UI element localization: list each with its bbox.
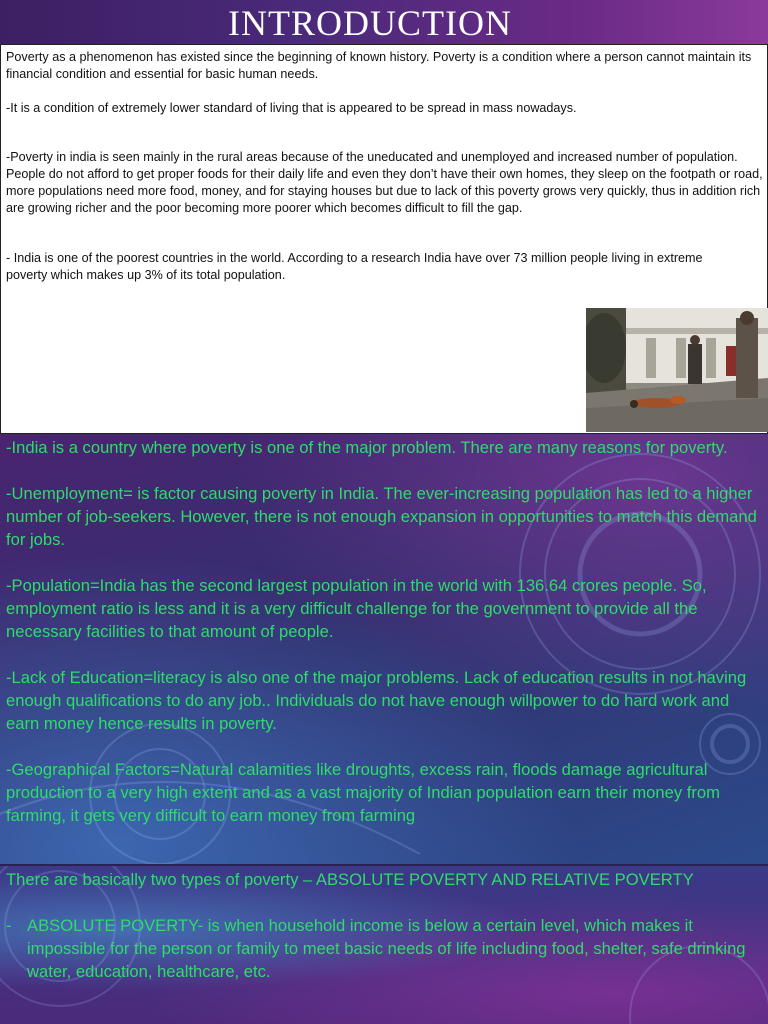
types-text-body — [6, 868, 762, 983]
street-poverty-photo — [586, 308, 768, 432]
causes-text-body — [6, 436, 764, 850]
slide-causes-of-poverty — [0, 434, 768, 864]
intro-paragraph: - India is one of the poorest countries in the world. According to a research India have over 73 million people living in extreme poverty which makes up 3% of its total population. — [6, 251, 703, 282]
bullet-dash-icon: - — [6, 916, 12, 935]
absolute-poverty-definition: ABSOLUTE POVERTY- is when household income is below a certain level, which makes it impossible for the person or family to meet basic needs of life including food, shelter, safe drinking water, education, healthcare, etc. — [27, 916, 746, 981]
bullet-item — [6, 914, 762, 983]
slide-introduction — [0, 0, 768, 434]
cause-population: -Population=India has the second largest population in the world with 136.64 crores people. So, employment ratio is less and it is a very difficult challenge for the government to provide all the necessary facilities to that amount of people. — [6, 576, 707, 641]
slide-types-of-poverty — [0, 866, 768, 1024]
intro-paragraph: Poverty as a phenomenon has existed since the beginning of known history. Poverty is a condition where a person cannot maintain its financial condition and essential for basic human needs. — [6, 50, 752, 81]
intro-paragraph: -Poverty in india is seen mainly in the rural areas because of the uneducated and unemployed and increased number of population. People do not afford to get proper foods for their daily life and even they don’t have their own homes, they sleep on the footpath or road, more populations need more food, money, and for staying houses but due to lack of this poverty grows very quickly, thus in addition rich are growing richer and the poor becoming more poorer which becomes difficult to fill the gap. — [6, 150, 763, 215]
cause-unemployment: -Unemployment= is factor causing poverty in India. The ever-increasing population has led to a higher number of job-seekers. However, there is not enough expansion in opportunities to match this demand for jobs. — [6, 484, 757, 549]
intro-paragraph: -It is a condition of extremely lower standard of living that is appeared to be spread in mass nowadays. — [6, 101, 577, 115]
intro-text-body — [6, 49, 764, 284]
types-intro: There are basically two types of poverty – ABSOLUTE POVERTY AND RELATIVE POVERTY — [6, 870, 694, 889]
cause-geographical-factors: -Geographical Factors=Natural calamities like droughts, excess rain, floods damage agricultural production to a very high extent and as a vast majority of Indian population earn their money from farming, it gets very difficult to earn money from farming — [6, 760, 720, 825]
cause-lack-of-education: -Lack of Education=literacy is also one of the major problems. Lack of education results in not having enough qualifications to do any job.. Individuals do not have enough willpower to do hard work and earn money hence results in poverty. — [6, 668, 747, 733]
slide-title: INTRODUCTION — [228, 3, 512, 43]
causes-paragraph: -India is a country where poverty is one of the major problem. There are many reasons for poverty. — [6, 438, 728, 457]
